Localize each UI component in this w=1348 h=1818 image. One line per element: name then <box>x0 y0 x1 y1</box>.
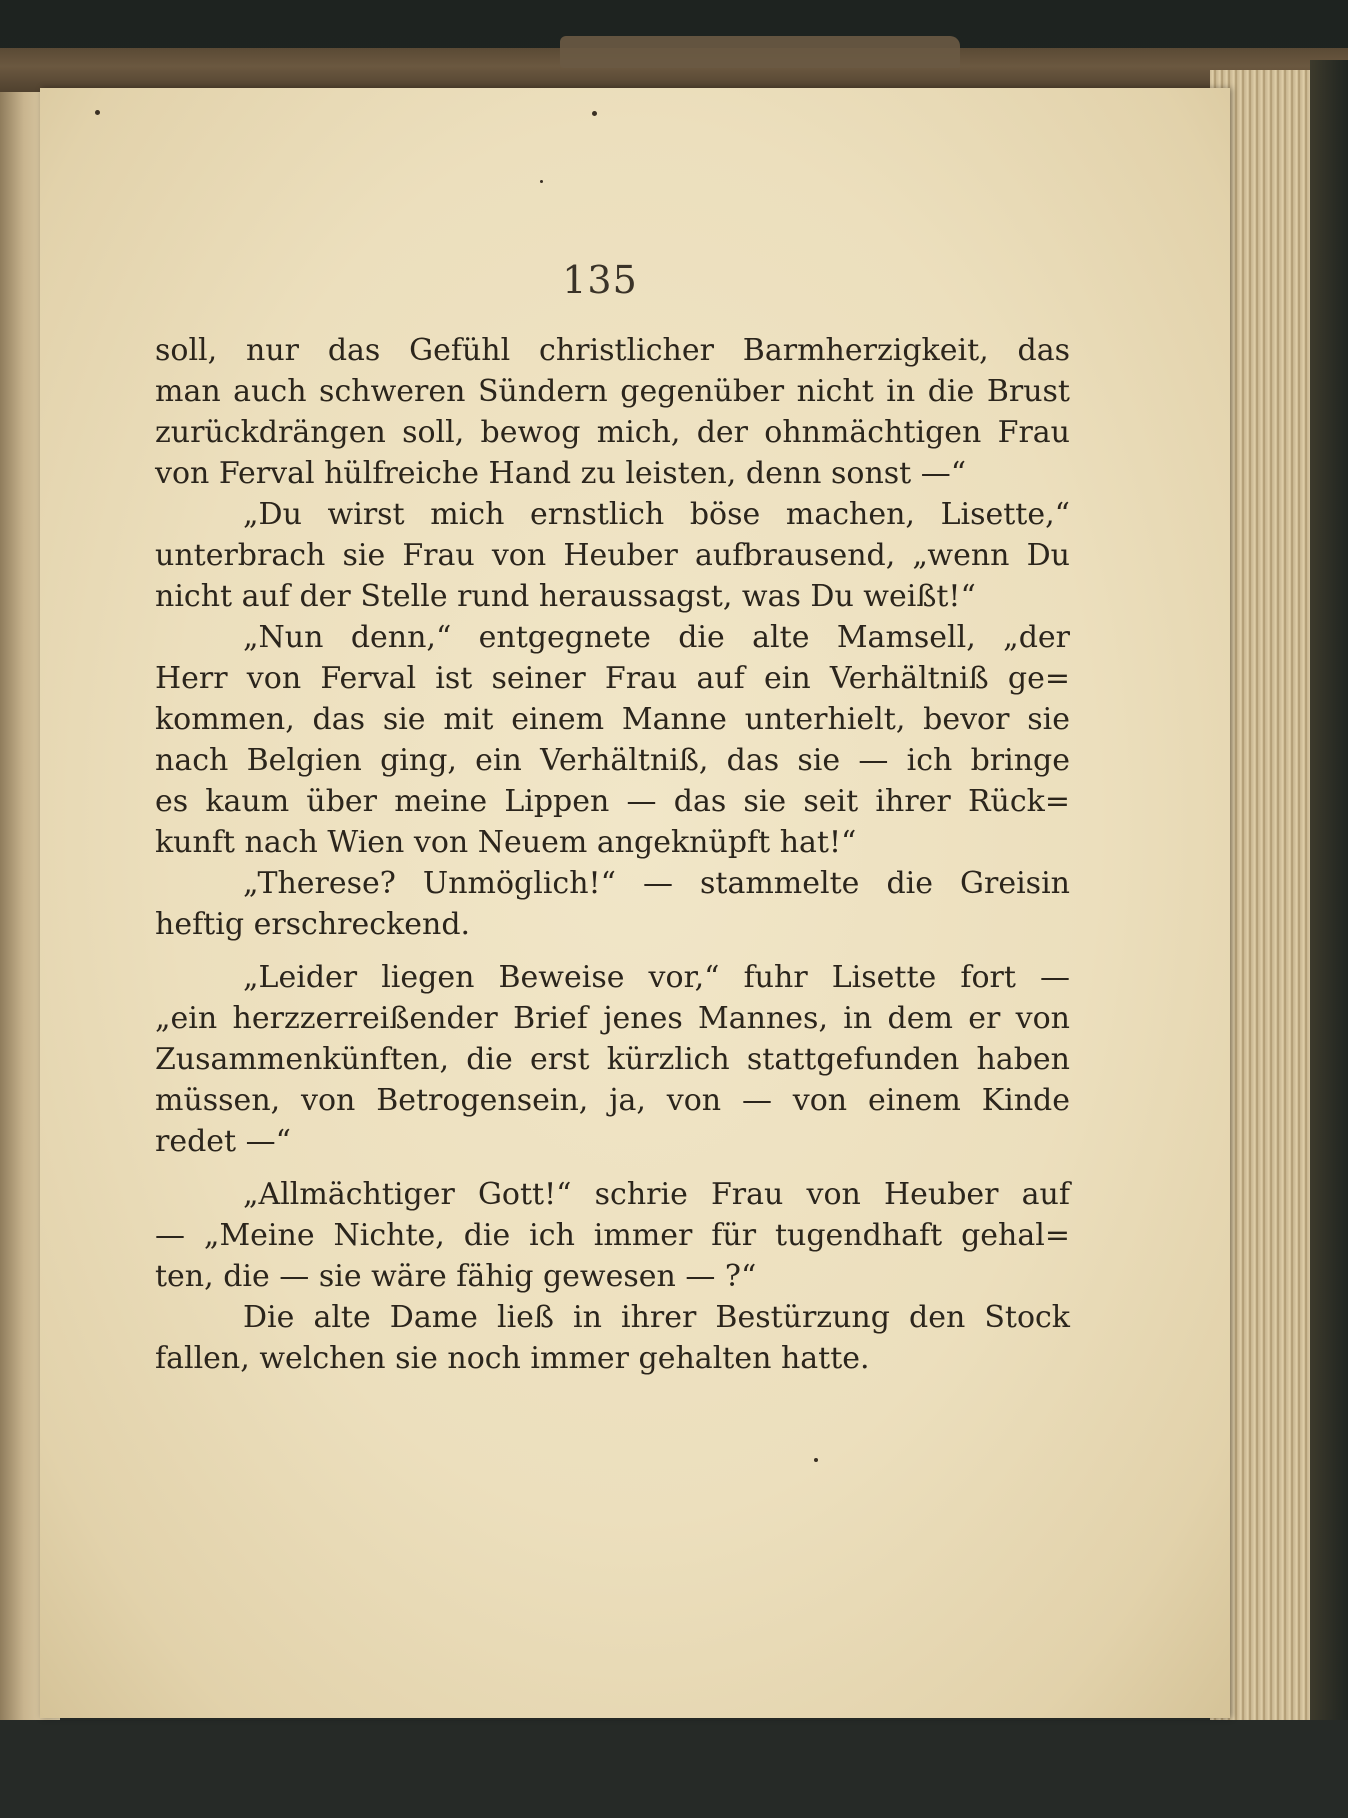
text-line: kommen, das sie mit einem Manne unterhielt, bevor sie <box>155 702 1070 737</box>
text-line: — „Meine Nichte, die ich immer für tugendhaft gehal= <box>155 1218 1070 1253</box>
text-line: Die alte Dame ließ in ihrer Bestürzung den Stock <box>243 1300 1070 1335</box>
text-line: Herr von Ferval ist seiner Frau auf ein Verhältniß ge= <box>155 661 1070 696</box>
text-line: redet —“ <box>155 1124 291 1159</box>
ink-speck <box>592 111 597 116</box>
text-line: zurückdrängen soll, bewog mich, der ohnmächtigen Frau <box>155 415 1070 450</box>
text-line: heftig erschreckend. <box>155 907 471 942</box>
text-line: man auch schweren Sündern gegenüber nicht in die Brust <box>155 374 1070 409</box>
text-line: müssen, von Betrogensein, ja, von — von einem Kinde <box>155 1083 1070 1118</box>
text-line: „Therese? Unmöglich!“ — stammelte die Greisin <box>243 866 1070 901</box>
text-line: soll, nur das Gefühl christlicher Barmherzigkeit, das <box>155 333 1070 368</box>
text-line: von Ferval hülfreiche Hand zu leisten, denn sonst —“ <box>155 456 967 491</box>
book-cover-right <box>1310 60 1348 1740</box>
scan-background-bottom <box>0 1720 1348 1818</box>
text-line: „Nun denn,“ entgegnete die alte Mamsell, „der <box>243 620 1070 655</box>
body-text <box>155 330 1070 1379</box>
text-line: Zusammenkünften, die erst kürzlich stattgefunden haben <box>155 1042 1070 1077</box>
text-line: nach Belgien ging, ein Verhältniß, das sie — ich bringe <box>155 743 1070 778</box>
page-number: 135 <box>562 258 638 302</box>
text-line: nicht auf der Stelle rund heraussagst, was Du weißt!“ <box>155 579 976 614</box>
text-line: „Du wirst mich ernstlich böse machen, Lisette,“ <box>243 497 1070 532</box>
text-line: ten, die — sie wäre fähig gewesen — ?“ <box>155 1259 757 1294</box>
text-line: unterbrach sie Frau von Heuber aufbrausend, „wenn Du <box>155 538 1070 573</box>
ink-speck <box>540 180 543 183</box>
book-page <box>40 88 1230 1718</box>
text-line: kunft nach Wien von Neuem angeknüpft hat!“ <box>155 825 857 860</box>
text-line: „Allmächtiger Gott!“ schrie Frau von Heuber auf <box>243 1177 1070 1212</box>
text-line: es kaum über meine Lippen — das sie seit ihrer Rück= <box>155 784 1070 819</box>
text-line: „ein herzzerreißender Brief jenes Mannes, in dem er von <box>155 1001 1070 1036</box>
text-line: fallen, welchen sie noch immer gehalten hatte. <box>155 1341 870 1376</box>
ink-speck <box>95 110 100 115</box>
torn-spine-fragment <box>560 36 960 68</box>
text-line: „Leider liegen Beweise vor,“ fuhr Lisette fort — <box>243 960 1070 995</box>
ink-speck <box>814 1458 818 1462</box>
